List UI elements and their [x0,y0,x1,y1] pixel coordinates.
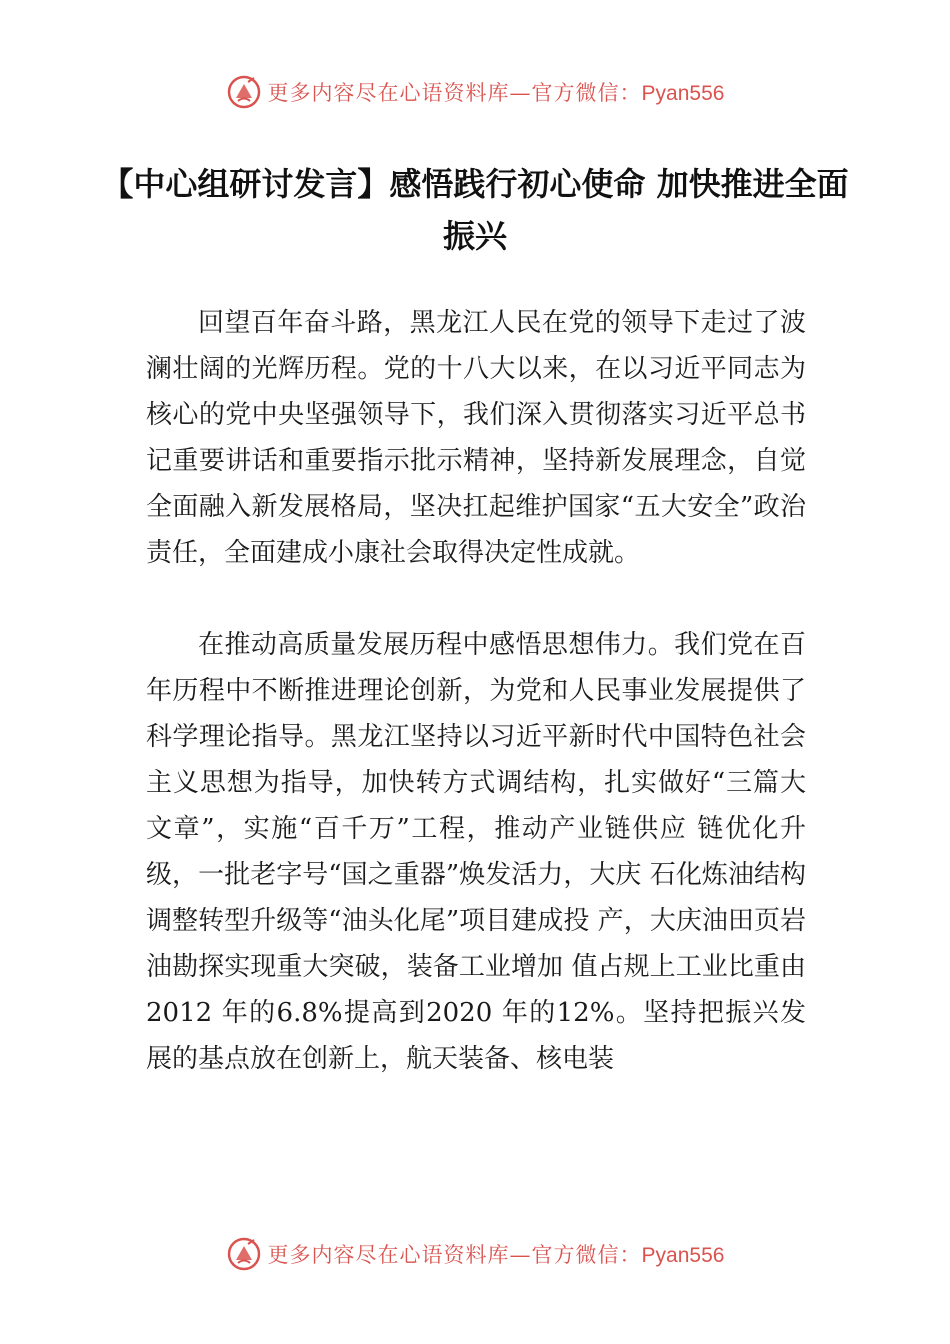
wechat-id: Pyan556 [641,1244,725,1267]
watermark-text: 更多内容尽在心语资料库—官方微信：Pyan556 [267,1243,725,1267]
wechat-id: Pyan556 [641,82,725,105]
paragraph-1: 回望百年奋斗路，黑龙江人民在党的领导下走过了波澜壮阔的光辉历程。党的十八大以来，在以习近平同志为核心的党中央坚强领导下，我们深入贯彻落实习近平总书记重要讲话和重要指示批示精神，坚持新发展理念，自觉全面融入新发展格局，坚决扛起维护国家“五大安全”政治责任，全面建成小康社会取得决定性成就。 [146,308,806,568]
page-title: 【中心组研讨发言】感悟践行初心使命 加快推进全面振兴 [101,165,849,255]
watermark-text: 更多内容尽在心语资料库—官方微信：Pyan556 [267,81,725,105]
header-watermark [0,70,950,114]
book-icon [226,74,262,110]
footer-watermark [0,1232,950,1276]
paragraph-2: 在推动高质量发展历程中感悟思想伟力。我们党在百年历程中不断推进理论创新，为党和人民事业发展提供了科学理论指导。黑龙江坚持以习近平新时代中国特色社会主义思想为指导，加快转方式调结构，扎实做好“三篇大文章”，实施“百千万”工程，推动产业链供应 链优化升级，一批老字号“国之重器”焕发活力，大庆 石化炼油结构调整转型升级等“油头化尾”项目建成投 产，大庆油田页岩油勘探实现重大突破，装备工业增加 值占规上工业比重由2012 年的6.8%提高到2020 年的12%。坚持把振兴发展的基点放在创新上，航天装备、核电装 [146,630,806,1074]
book-icon [226,1236,262,1272]
document-body [146,300,806,1082]
